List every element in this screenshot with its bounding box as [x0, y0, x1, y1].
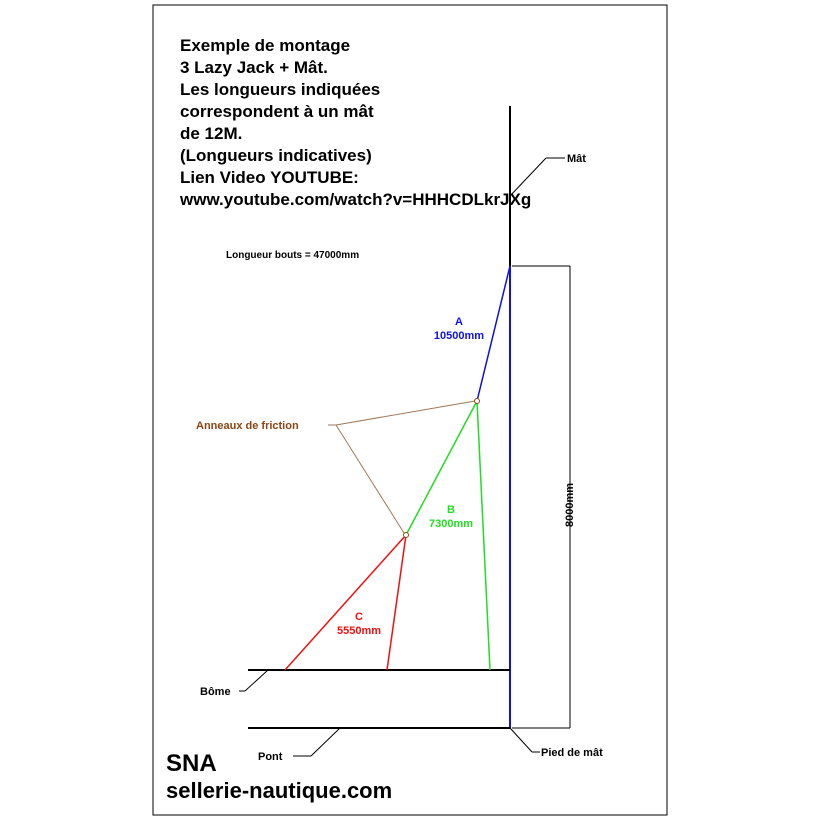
header-line: de 12M.: [180, 124, 243, 143]
brand-site: sellerie-nautique.com: [166, 778, 393, 803]
segment-b-letter: B: [447, 504, 455, 516]
mast-label: Mât: [567, 153, 586, 165]
brand-name: SNA: [166, 750, 217, 777]
segment-a-letter: A: [455, 316, 463, 328]
boom-label: Bôme: [200, 686, 231, 698]
mast-foot-label: Pied de mât: [541, 747, 603, 759]
segment-c-letter: C: [355, 611, 363, 623]
mast-height-label: 8000mm: [564, 482, 576, 528]
segment-a-length: 10500mm: [433, 330, 485, 342]
friction-ring-lower: [404, 533, 409, 538]
header-line: www.youtube.com/watch?v=HHHCDLkrJXg: [180, 190, 532, 209]
friction-rings-label: Anneaux de friction: [196, 420, 299, 432]
header-line: correspondent à un mât: [180, 102, 374, 121]
friction-ring-upper: [475, 399, 480, 404]
segment-b-length: 7300mm: [428, 518, 474, 530]
rope-total-label: Longueur bouts = 47000mm: [226, 250, 360, 261]
header-line: Lien Video YOUTUBE:: [180, 168, 359, 187]
header-line: (Longueurs indicatives): [180, 146, 372, 165]
header-line: Exemple de montage: [180, 36, 351, 55]
header-line: 3 Lazy Jack + Mât.: [180, 58, 328, 77]
segment-c-length: 5550mm: [336, 625, 382, 637]
deck-label: Pont: [258, 751, 283, 763]
header-text: [180, 35, 531, 211]
header-line: Les longueurs indiquées: [180, 80, 381, 99]
